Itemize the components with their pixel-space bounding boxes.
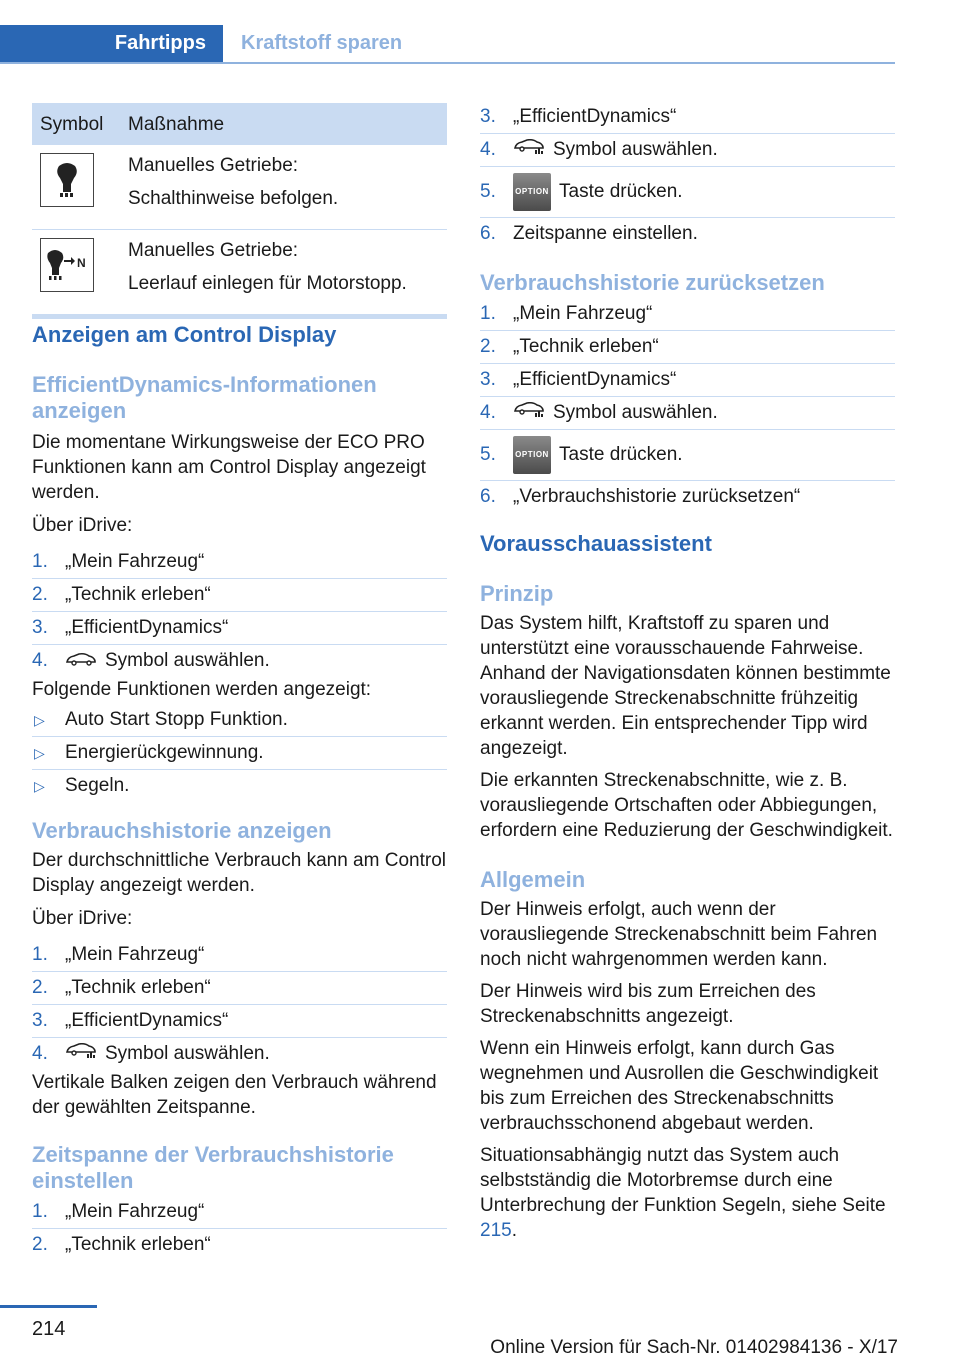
via-idrive-1: Über iDrive:	[32, 515, 133, 536]
heading-control-display: Anzeigen am Control Display	[32, 322, 337, 347]
left-column	[32, 322, 447, 1261]
heading-prinzip: Prinzip	[480, 581, 554, 606]
gear-shift-icon	[40, 153, 94, 207]
option-button-icon: OPTION	[513, 173, 551, 211]
list-item: 6. „Verbrauchshistorie zurücksetzen“	[480, 486, 801, 507]
heading-allgemein: Allgemein	[480, 867, 586, 892]
header-bar	[0, 25, 895, 64]
list-item: 2. „Technik erleben“	[32, 1234, 211, 1255]
via-idrive-2: Über iDrive:	[32, 908, 133, 929]
list-item: 3. „EfficientDynamics“	[32, 612, 447, 645]
paragraph-history: Der durchschnittliche Verbrauch kann am Control Display angezeigt werden.	[32, 850, 446, 896]
heading-timespan: Zeitspanne der Verbrauchshistorie einstellen	[32, 1142, 394, 1193]
heading-efficientdynamics: EfficientDynamics-Informationen anzeigen	[32, 372, 377, 423]
heading-vorausschau: Vorausschauassistent	[480, 531, 712, 556]
heading-reset: Verbrauchshistorie zurücksetzen	[480, 270, 825, 295]
bullet-item: ▷ Segeln.	[34, 775, 130, 796]
paragraph-eco-pro: Die momentane Wirkungsweise der ECO PRO Funktionen kann am Control Display angezeigt werden.	[32, 432, 426, 503]
paragraph-allgemein-2: Der Hinweis wird bis zum Erreichen des Streckenabschnitts angezeigt.	[480, 981, 816, 1027]
list-item: 1. „Mein Fahrzeug“	[32, 939, 447, 972]
option-button-icon: OPTION	[513, 436, 551, 474]
heading-history: Verbrauchshistorie anzeigen	[32, 818, 332, 843]
bullet-item: ▷ Auto Start Stopp Funktion.	[32, 704, 447, 737]
symbol-table	[32, 103, 447, 319]
list-item: 3. „EfficientDynamics“	[480, 101, 895, 134]
list-item: 3. „EfficientDynamics“	[480, 364, 895, 397]
paragraph-allgemein-1: Der Hinweis erfolgt, auch wenn der vorausliegende Streckenabschnitt beim Fahren noch nicht wahrgenommen werden kann.	[480, 899, 878, 970]
list-item: 4. Symbol auswählen.	[32, 645, 447, 677]
row1-line1: Manuelles Getriebe:	[128, 155, 299, 176]
list-item: 5. OPTION Taste drücken.	[480, 167, 895, 218]
paragraph-allgemein-4: Situationsabhängig nutzt das System auch selbstständig die Motorbremse durch eine Unterbrechung der Funktion Segeln, siehe Seite 215.	[480, 1145, 886, 1241]
paragraph-allgemein-3: Wenn ein Hinweis erfolgt, kann durch Gas wegnehmen und Ausrollen die Geschwindigkeit bis zum Erreichen des Streckenabschnitts verbrauchsschonend abgebaut werden.	[480, 1038, 879, 1134]
paragraph-functions: Folgende Funktionen werden angezeigt:	[32, 679, 372, 700]
online-version-note: Online Version für Sach-Nr. 01402984136 - X/17	[490, 1337, 898, 1358]
paragraph-bars: Vertikale Balken zeigen den Verbrauch während der gewählten Zeitspanne.	[32, 1072, 437, 1118]
bullet-item: ▷ Energierückgewinnung.	[32, 737, 447, 770]
list-item: 2. „Technik erleben“	[32, 972, 447, 1005]
svg-text:N: N	[77, 256, 86, 270]
footer-divider	[0, 1305, 97, 1308]
list-item: 1. „Mein Fahrzeug“	[32, 546, 447, 579]
table-row	[32, 230, 447, 317]
gear-neutral-icon	[40, 238, 94, 292]
row2-line1: Manuelles Getriebe:	[128, 240, 299, 261]
table-row	[32, 145, 447, 230]
list-item: 2. „Technik erleben“	[480, 331, 895, 364]
list-item: 4. Symbol auswählen.	[480, 134, 895, 167]
page-reference-link[interactable]: 215	[480, 1220, 512, 1241]
list-item: 6. Zeitspanne einstellen.	[480, 223, 698, 244]
car-icon	[65, 645, 97, 677]
list-item: 4. Symbol auswählen.	[480, 397, 895, 430]
tab-kraftstoff-sparen[interactable]: Kraftstoff sparen	[241, 32, 403, 54]
table-header-measure: Maßnahme	[120, 103, 447, 145]
list-item: 3. „EfficientDynamics“	[32, 1005, 447, 1038]
car-history-icon	[513, 397, 545, 429]
car-history-icon	[65, 1038, 97, 1070]
list-item: 5. OPTION Taste drücken.	[480, 430, 895, 481]
right-column	[480, 101, 895, 1243]
car-history-icon	[513, 134, 545, 166]
list-item: 4. Symbol auswählen.	[32, 1038, 447, 1070]
list-item: 1. „Mein Fahrzeug“	[480, 298, 895, 331]
list-item: 1. „Mein Fahrzeug“	[32, 1196, 447, 1229]
row1-line2: Schalthinweise befolgen.	[128, 188, 339, 209]
tab-fahrtipps[interactable]: Fahrtipps	[0, 25, 223, 62]
row2-line2: Leerlauf einlegen für Motorstopp.	[128, 273, 407, 294]
table-header-symbol: Symbol	[32, 103, 120, 145]
paragraph-prinzip-1: Das System hilft, Kraftstoff zu sparen und unterstützt eine vorausschauende Fahrweise. Anhand der Navigationsdaten können bestimmte vorausliegende Streckenabschnitte frühzeitig erkannt werden. Ein entsprechender Tipp wird angezeigt.	[480, 613, 891, 759]
paragraph-prinzip-2: Die erkannten Streckenabschnitte, wie z. B. vorausliegende Ortschaften oder Abbiegungen, erfordern eine Reduzierung der Geschwindigkeit.	[480, 770, 893, 841]
page-number: 214	[32, 1318, 66, 1340]
list-item: 2. „Technik erleben“	[32, 579, 447, 612]
